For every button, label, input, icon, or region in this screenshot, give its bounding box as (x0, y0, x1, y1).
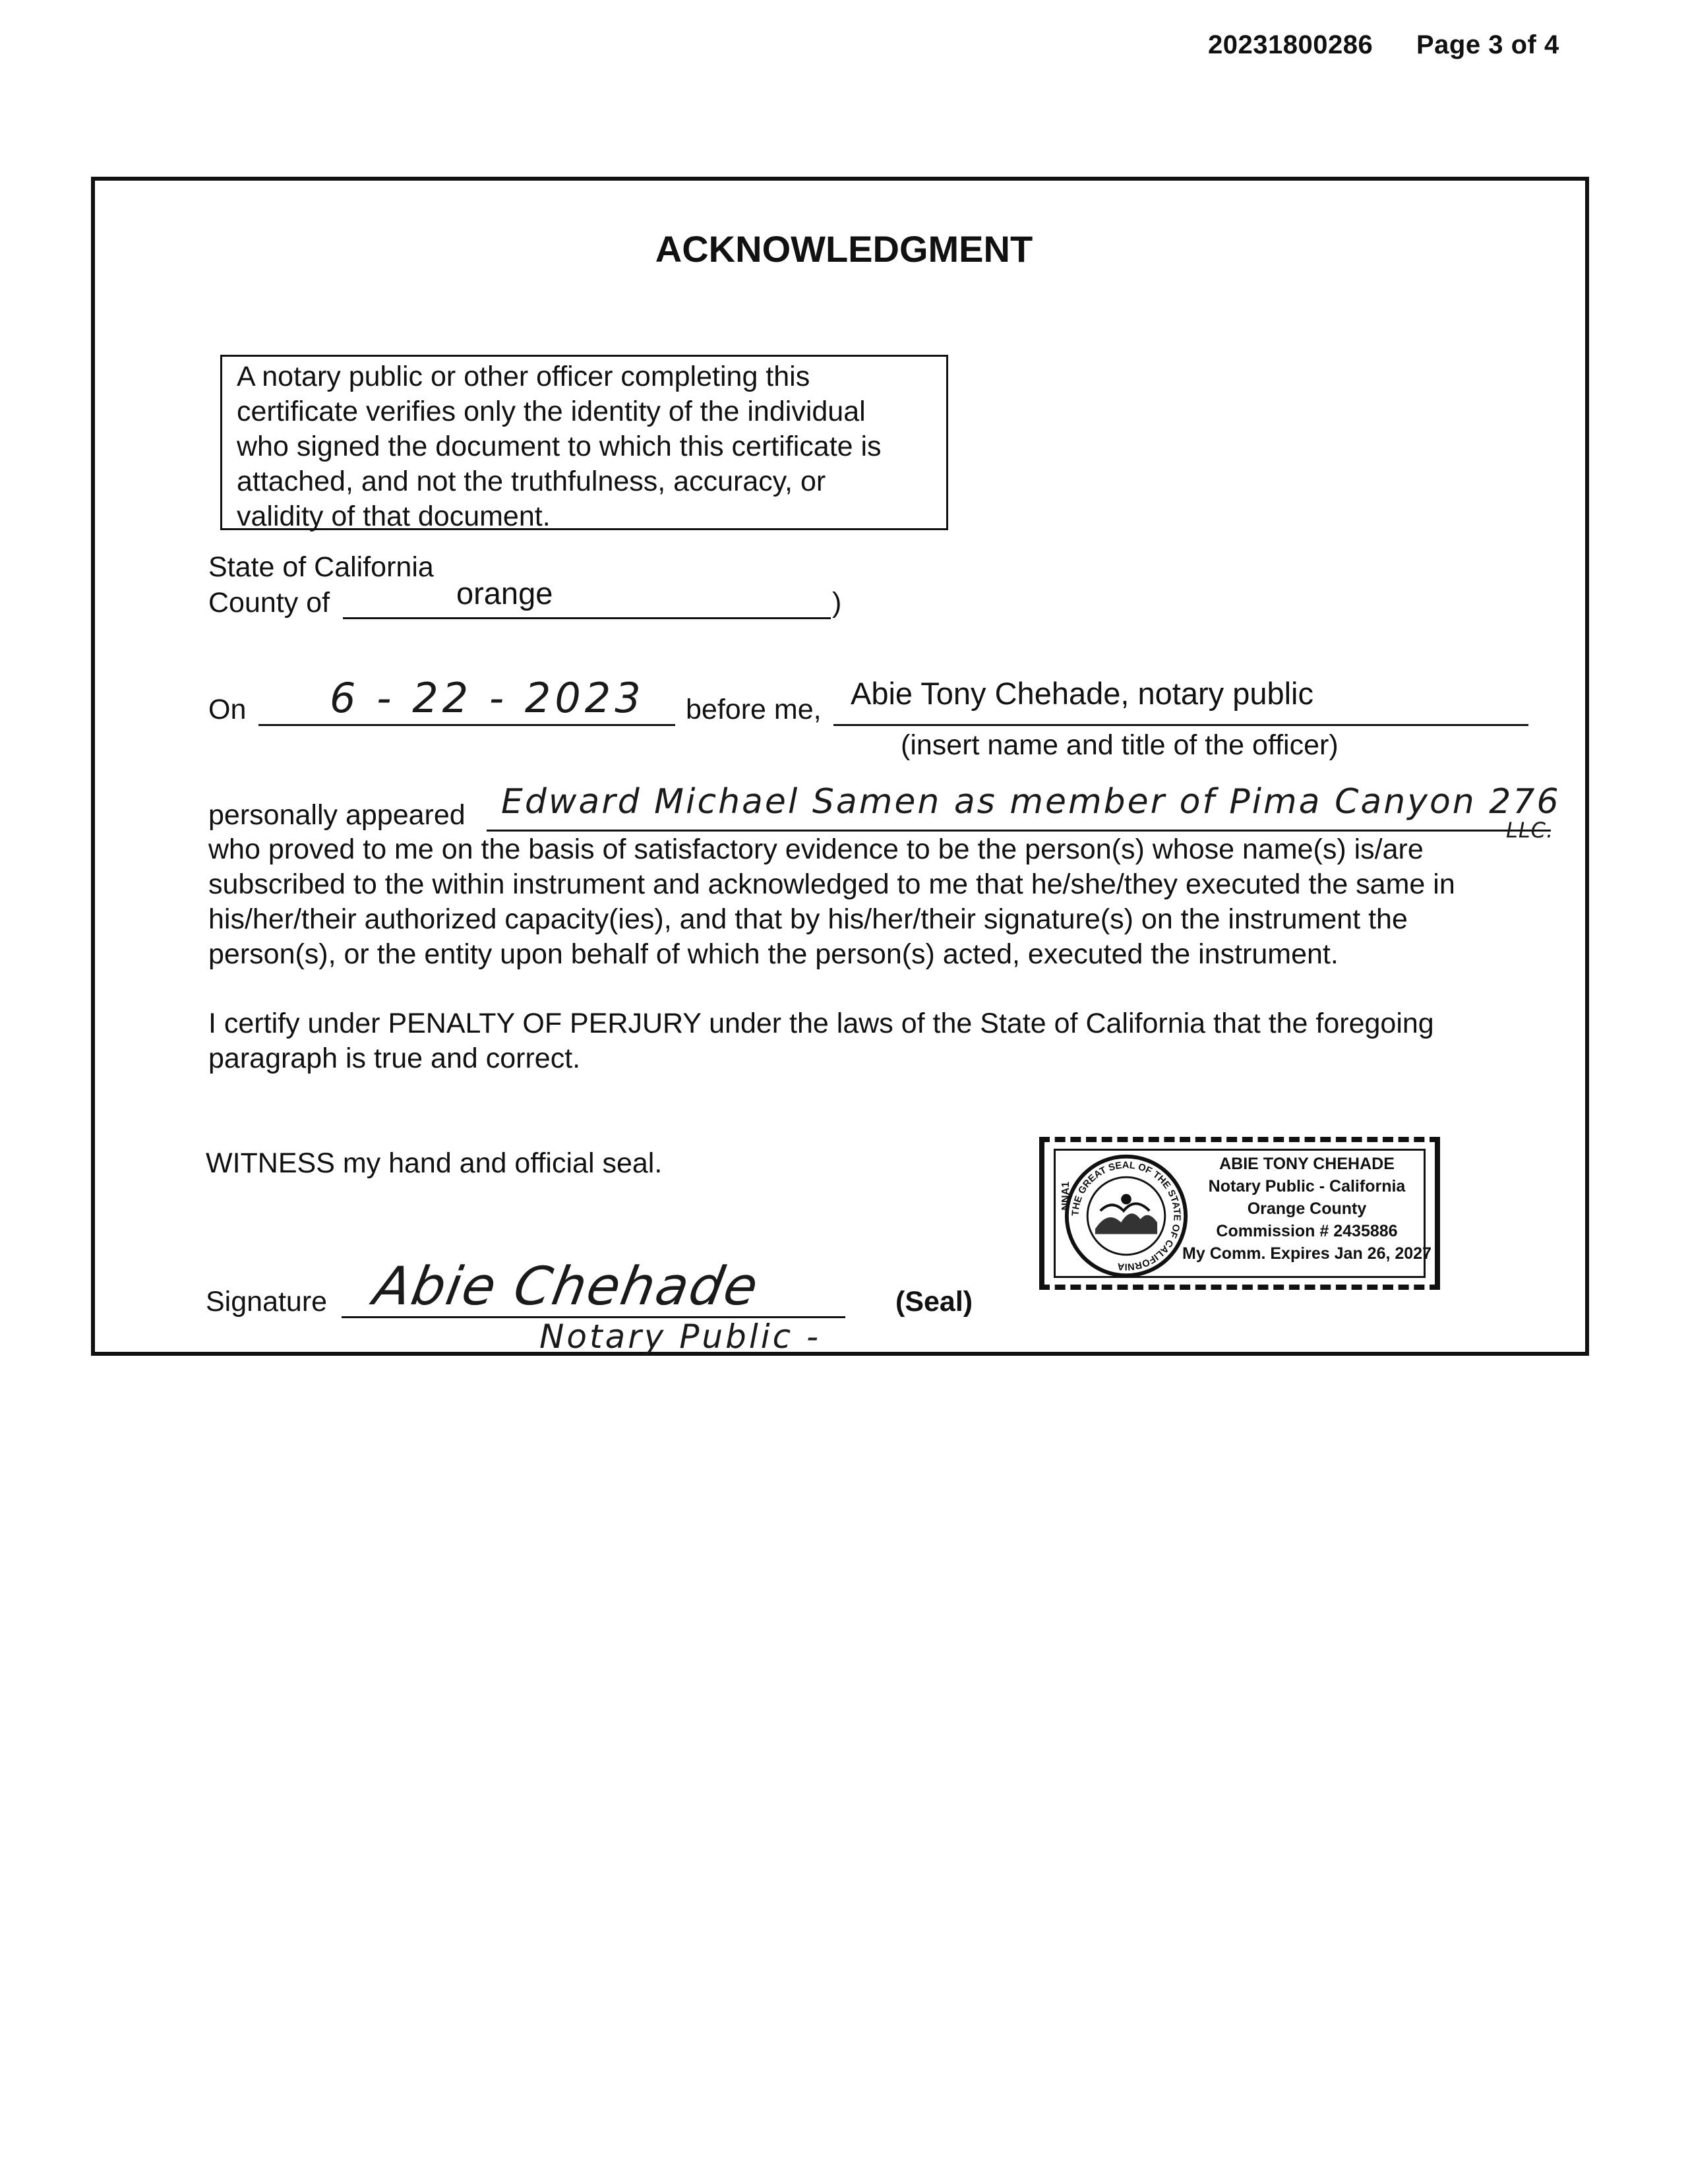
stamp-line: Commission # 2435886 (1216, 1222, 1398, 1240)
signature-title: Notary Public - (539, 1318, 822, 1356)
officer-underline (833, 724, 1528, 726)
signer-underline (487, 830, 1551, 832)
signature-label: Signature (206, 1286, 328, 1318)
appearance-line: who proved to me on the basis of satisfactory evidence to be the person(s) whose name(s) is/are (208, 834, 1424, 865)
stamp-text (1182, 1153, 1432, 1265)
date-value: 6 - 22 - 2023 (330, 674, 645, 722)
disclaimer-line: who signed the document to which this certificate is (237, 431, 882, 462)
witness-statement: WITNESS my hand and official seal. (206, 1147, 663, 1179)
certify-line: paragraph is true and correct. (208, 1043, 581, 1074)
seal-label: (Seal) (895, 1286, 973, 1318)
county-underline (343, 617, 831, 619)
page-label: Page 3 of 4 (1416, 30, 1559, 59)
stamp-line: Orange County (1247, 1199, 1367, 1218)
disclaimer-line: validity of that document. (237, 501, 551, 532)
date-underline (258, 724, 675, 726)
seal-ring-text: THE GREAT SEAL OF THE STATE OF CALIFORNIA (1070, 1160, 1182, 1272)
appearance-line: person(s), or the entity upon behalf of which the person(s) acted, executed the instrument. (208, 938, 1339, 970)
state-label: State of California (208, 551, 434, 583)
llc-value: LLC. (1506, 818, 1554, 843)
appearance-line: his/her/their authorized capacity(ies), and that by his/her/their signature(s) on the instrument the (208, 903, 1408, 935)
county-label: County of (208, 587, 330, 619)
signer-value: Edward Michael Samen as member of Pima Canyon 276 (501, 782, 1561, 822)
county-value: orange (456, 576, 553, 611)
stamp-line: My Comm. Expires Jan 26, 2027 (1182, 1244, 1432, 1263)
on-label: On (208, 694, 247, 725)
before-me-label: before me, (686, 694, 822, 725)
stamp-name: ABIE TONY CHEHADE (1219, 1155, 1395, 1173)
disclaimer-line: A notary public or other officer completing this (237, 361, 810, 392)
disclaimer-line: certificate verifies only the identity of the individual (237, 396, 866, 427)
disclaimer-line: attached, and not the truthfulness, accuracy, or (237, 466, 826, 497)
california-seal-icon (1062, 1151, 1191, 1281)
signature-value: Abie Chehade (369, 1256, 764, 1317)
appearance-line: subscribed to the within instrument and acknowledged to me that he/she/they executed the same in (208, 868, 1455, 900)
appeared-label: personally appeared (208, 799, 466, 831)
stamp-side-code: NNA1 (1060, 1182, 1071, 1211)
county-paren: ) (832, 587, 842, 619)
certify-line: I certify under PENALTY OF PERJURY under the laws of the State of California that the foregoing (208, 1008, 1434, 1039)
document-number: 20231800286 (1208, 30, 1373, 59)
officer-value: Abie Tony Chehade, notary public (851, 676, 1313, 711)
disclaimer-box (220, 355, 948, 530)
notary-stamp (1039, 1137, 1440, 1290)
page-title: ACKNOWLEDGMENT (655, 228, 1033, 270)
stamp-line: Notary Public - California (1208, 1177, 1406, 1196)
officer-hint: (insert name and title of the officer) (901, 729, 1339, 761)
